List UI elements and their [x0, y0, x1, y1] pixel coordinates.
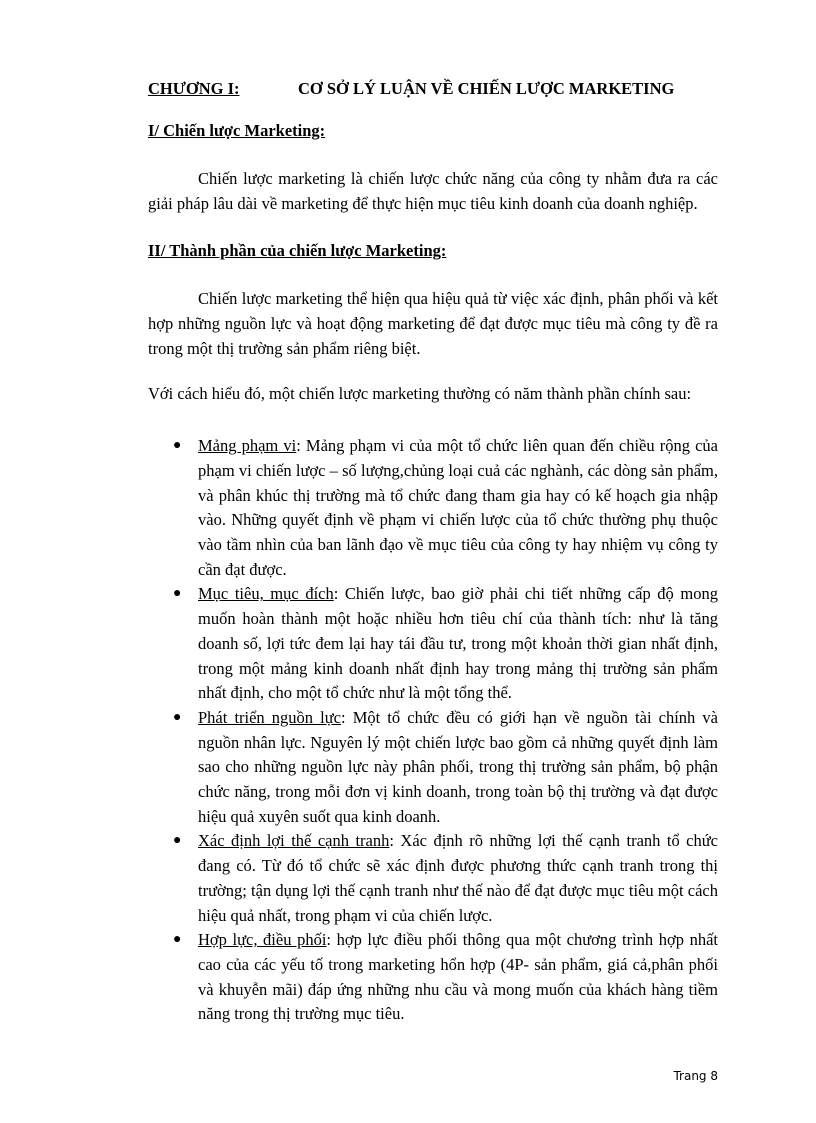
- list-item-term: Mục tiêu, mục đích: [198, 584, 334, 604]
- page-number: Trang 8: [673, 1069, 718, 1083]
- list-item: [148, 829, 718, 928]
- list-item-text: : hợp lực điều phối thông qua một chương trình hợp nhất cao của các yếu tố trong marketing hổn hợp (4P- sản phẩm, giá cả,phân phối và khuyễn mãi) đáp ứng những nhu cầu và mong muốn của khách hàng tiềm năng trong thị trường mục tiêu.: [198, 930, 718, 1024]
- chapter-title: CƠ SỞ LÝ LUẬN VỀ CHIẾN LƯỢC MARKETING: [298, 79, 675, 98]
- list-item-text: : Mảng phạm vi của một tổ chức liên quan đến chiều rộng của phạm vi chiến lược – số lượng,chủng loại cuả các nghành, các dòng sản phẩm, và phân khúc thị trường mà tổ chức đang tham gia hay có kế hoạch gia nhập vào. Những quyết định về phạm vi chiến lược của tổ chức thường phụ thuộc vào tầm nhìn của ban lãnh đạo về mục tiêu của công ty hay nhiệm vụ công ty cần đạt được.: [198, 436, 718, 579]
- section-1-paragraph: Chiến lược marketing là chiến lược chức năng của công ty nhằm đưa ra các giải pháp lâu dài về marketing để thực hiện mục tiêu kinh doanh của doanh nghiệp.: [148, 169, 718, 213]
- chapter-label: CHƯƠNG I:: [148, 79, 240, 98]
- list-item-term: Xác định lợi thế cạnh tranh: [198, 831, 390, 851]
- list-item-term: Phát triển nguồn lực: [198, 707, 341, 727]
- list-item: [148, 582, 718, 706]
- list-item: [148, 706, 718, 830]
- list-item: [148, 434, 718, 582]
- bullet-icon: ●: [173, 833, 182, 849]
- bullet-icon: ●: [173, 586, 182, 602]
- list-item-text: : Một tổ chức đều có giới hạn về nguồn tài chính và nguồn nhân lực. Nguyên lý một chiến lược bao gồm cả những quyết định làm sao cho những nguồn lực này phân phối, trong thị trường sản phẩm, bộ phận chức năng, trong mỗi đơn vị kinh doanh, trong toàn bộ thị trường và đạt được hiệu quả xuyên suốt qua kinh doanh.: [198, 707, 718, 826]
- chapter-heading: [148, 78, 718, 100]
- bullet-icon: ●: [173, 932, 182, 948]
- bullet-icon: ●: [173, 709, 182, 725]
- section-2-paragraph-1: Chiến lược marketing thể hiện qua hiệu quả từ việc xác định, phân phối và kết hợp những nguồn lực và hoạt động marketing để đạt được mục tiêu mà công ty đề ra trong một thị trường sản phẩm riêng biệt.: [148, 289, 718, 358]
- section-2-heading: II/ Thành phần của chiến lược Marketing:: [148, 241, 447, 261]
- document-page: [148, 78, 718, 1027]
- list-item-text: : Chiến lược, bao giờ phải chi tiết những cấp độ mong muốn hoàn thành một hoặc nhiều hơn tiêu chí của thành tích: như là tăng doanh số, lợi tức đem lại hay tái đầu tư, trong một khoản thời gian nhất định, trong một mảng kinh doanh nhất định hay trong mảng thị trường sản phẩm nhất định, cho một tổ chức như là một tổng thể.: [198, 584, 718, 703]
- list-item-text: : Xác định rõ những lợi thế cạnh tranh tổ chức đang có. Từ đó tổ chức sẽ xác định được phương thức cạnh tranh trong thị trường; tận dụng lợi thế cạnh tranh như thế nào để đạt được mục tiêu một cách hiệu quả nhất, trong phạm vi của chiến lược.: [198, 831, 719, 925]
- section-2-paragraph-2: Với cách hiểu đó, một chiến lược marketing thường có năm thành phần chính sau:: [148, 383, 692, 403]
- bullet-icon: ●: [173, 438, 182, 454]
- list-item: [148, 928, 718, 1027]
- component-list: [148, 434, 718, 1027]
- section-1-heading: I/ Chiến lược Marketing:: [148, 121, 326, 140]
- list-item-term: Mảng phạm vi: [198, 436, 297, 456]
- list-item-term: Hợp lực, điều phối: [198, 930, 327, 950]
